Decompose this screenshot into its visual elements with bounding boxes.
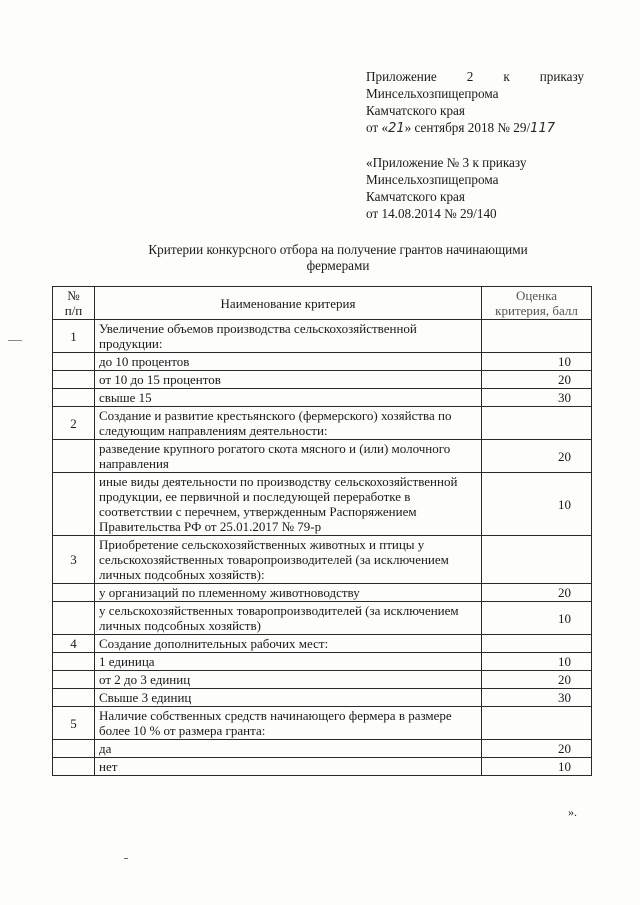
table-row <box>53 371 592 389</box>
table-row <box>53 536 592 584</box>
order-reference-block <box>366 68 584 222</box>
row-num: 1 <box>53 320 95 353</box>
row-num <box>53 758 95 776</box>
order-date-middle: » сентября 2018 № 29/ <box>404 120 531 135</box>
table-row <box>53 635 592 653</box>
table-row <box>53 707 592 740</box>
table-row <box>53 353 592 371</box>
row-score: 10 <box>482 602 592 635</box>
document-title <box>95 242 581 274</box>
amended-order-block <box>366 154 584 222</box>
row-score: 20 <box>482 584 592 602</box>
order-line-4 <box>366 119 584 137</box>
row-criterion: иные виды деятельности по производству сельскохозяйственной продукции, ее первичной и последующей переработке в соответствии с перечнем, утвержденным Распоряжением Правительства РФ от 25.01.2017 № 79-р <box>95 473 482 536</box>
order-line1-word2: 2 <box>466 69 474 84</box>
row-num <box>53 584 95 602</box>
row-num <box>53 353 95 371</box>
table-row <box>53 389 592 407</box>
table-row <box>53 320 592 353</box>
table-row <box>53 473 592 536</box>
header-num-line2: п/п <box>64 303 83 318</box>
row-num <box>53 473 95 536</box>
row-num <box>53 740 95 758</box>
row-criterion: Свыше 3 единиц <box>95 689 482 707</box>
row-score: 20 <box>482 740 592 758</box>
order-line1-word4: приказу <box>539 69 584 84</box>
header-score <box>482 287 592 320</box>
table-row <box>53 758 592 776</box>
row-criterion: разведение крупного рогатого скота мясного и (или) молочного направления <box>95 440 482 473</box>
row-score: 10 <box>482 653 592 671</box>
row-criterion: 1 единица <box>95 653 482 671</box>
row-score <box>482 407 592 440</box>
header-num <box>53 287 95 320</box>
table-header-row <box>53 287 592 320</box>
row-num <box>53 653 95 671</box>
row-num: 2 <box>53 407 95 440</box>
row-score <box>482 320 592 353</box>
row-score: 30 <box>482 389 592 407</box>
row-criterion: у организаций по племенному животноводству <box>95 584 482 602</box>
amend-line-1: «Приложение № 3 к приказу <box>366 155 527 170</box>
order-line1-word3: к <box>503 69 510 84</box>
table-row <box>53 440 592 473</box>
row-num: 4 <box>53 635 95 653</box>
header-score-line2: критерия, балл <box>495 303 578 318</box>
scan-margin-mark <box>8 340 22 341</box>
row-criterion: до 10 процентов <box>95 353 482 371</box>
header-score-line1: Оценка <box>516 288 557 303</box>
row-criterion: Приобретение сельскохозяйственных животных и птицы у сельскохозяйственных товаропроизводителей (за исключением личных подсобных хозяйств): <box>95 536 482 584</box>
row-score: 20 <box>482 440 592 473</box>
row-score: 20 <box>482 371 592 389</box>
row-num <box>53 689 95 707</box>
row-num <box>53 371 95 389</box>
row-score <box>482 635 592 653</box>
amend-line-3: Камчатского края <box>366 189 465 204</box>
order-line1-word1: Приложение <box>366 69 437 84</box>
order-date-prefix: от « <box>366 120 389 135</box>
row-score: 10 <box>482 758 592 776</box>
table-row <box>53 407 592 440</box>
row-score: 10 <box>482 473 592 536</box>
row-criterion: Создание дополнительных рабочих мест: <box>95 635 482 653</box>
table-row <box>53 740 592 758</box>
order-line-1 <box>366 68 584 85</box>
table-row <box>53 671 592 689</box>
row-criterion: у сельскохозяйственных товаропроизводителей (за исключением личных подсобных хозяйств) <box>95 602 482 635</box>
row-score: 10 <box>482 353 592 371</box>
order-line-3: Камчатского края <box>366 103 465 118</box>
row-score <box>482 536 592 584</box>
row-criterion: Увеличение объемов производства сельскохозяйственной продукции: <box>95 320 482 353</box>
row-num <box>53 671 95 689</box>
row-criterion: Создание и развитие крестьянского (фермерского) хозяйства по следующим направлениям деятельности: <box>95 407 482 440</box>
row-criterion: нет <box>95 758 482 776</box>
row-num <box>53 440 95 473</box>
table-row <box>53 584 592 602</box>
row-num: 5 <box>53 707 95 740</box>
table-row <box>53 689 592 707</box>
order-line-2: Минсельхозпищепрома <box>366 86 499 101</box>
row-num: 3 <box>53 536 95 584</box>
handwritten-order-day: 21 <box>388 121 405 136</box>
row-criterion: свыше 15 <box>95 389 482 407</box>
row-score: 20 <box>482 671 592 689</box>
header-num-line1: № <box>67 288 80 303</box>
row-criterion: от 10 до 15 процентов <box>95 371 482 389</box>
criteria-table <box>52 286 592 776</box>
table-row <box>53 653 592 671</box>
scan-bottom-mark <box>124 858 128 859</box>
amend-line-2: Минсельхозпищепрома <box>366 172 499 187</box>
row-num <box>53 602 95 635</box>
row-num <box>53 389 95 407</box>
amend-line-4: от 14.08.2014 № 29/140 <box>366 206 497 221</box>
row-criterion: да <box>95 740 482 758</box>
handwritten-order-number: 117 <box>530 121 555 136</box>
header-name: Наименование критерия <box>95 287 482 320</box>
title-line-2: фермерами <box>306 258 370 273</box>
row-score <box>482 707 592 740</box>
closing-quote-mark: ». <box>568 805 577 819</box>
row-criterion: от 2 до 3 единиц <box>95 671 482 689</box>
row-criterion: Наличие собственных средств начинающего фермера в размере более 10 % от размера гранта: <box>95 707 482 740</box>
title-line-1: Критерии конкурсного отбора на получение грантов начинающими <box>148 242 528 257</box>
row-score: 30 <box>482 689 592 707</box>
table-row <box>53 602 592 635</box>
